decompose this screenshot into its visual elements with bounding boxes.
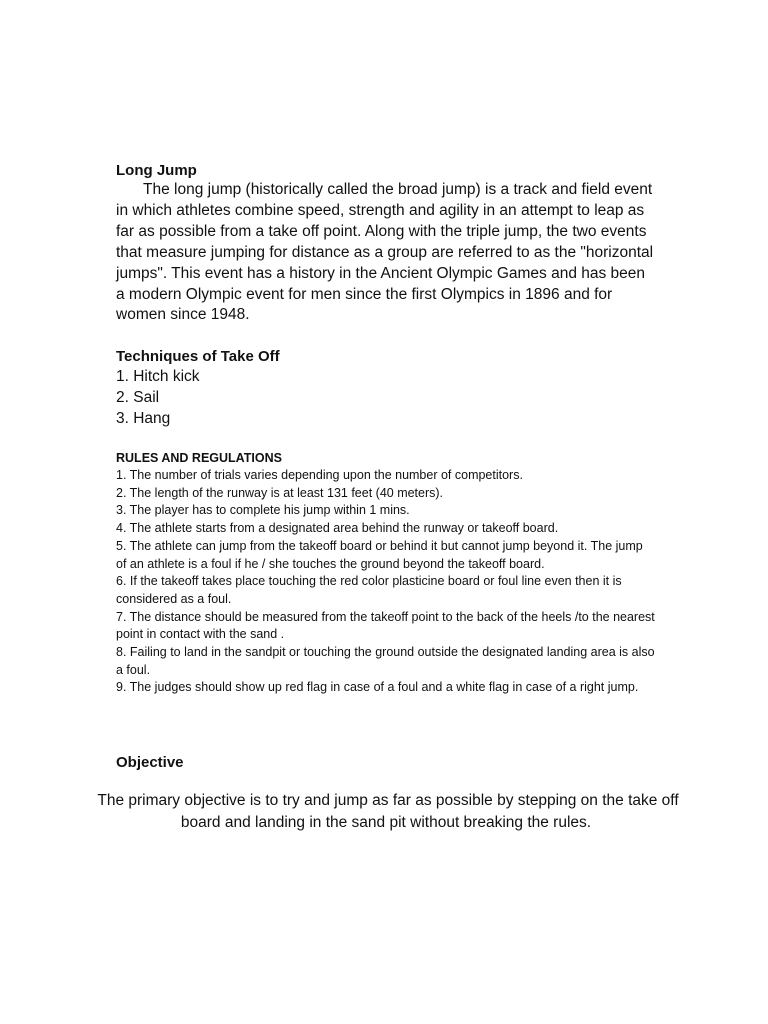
document-title: Long Jump: [116, 162, 197, 179]
rules-heading: RULES AND REGULATIONS: [116, 451, 282, 465]
rule-item: 9. The judges should show up red flag in case of a foul and a white flag in case of a right jump.: [116, 680, 639, 695]
objective-text: The primary objective is to try and jump as far as possible by stepping on the take off board and landing in the sand pit without breaking the rules.: [97, 792, 679, 831]
intro-text: The long jump (historically called the broad jump) is a track and field event in which athletes combine speed, strength and agility in an attempt to leap as far as possible from a take off point. Along with the triple jump, the two events that measure jumping for distance as a group are referred to as the "horizontal jumps". This event has a history in the Ancient Olympic Games and has been a modern Olympic event for men since the first Olympics in 1896 and for women since 1948.: [116, 181, 654, 324]
technique-item: 3. Hang: [116, 410, 171, 427]
rule-item: 2. The length of the runway is at least 131 feet (40 meters).: [116, 485, 444, 500]
technique-item: 2. Sail: [116, 389, 160, 406]
rule-item: 7. The distance should be measured from the takeoff point to the back of the heels /to the nearest point in contact with the sand .: [116, 609, 655, 642]
rule-item: 6. If the takeoff takes place touching the red color plasticine board or foul line even then it is considered as a foul.: [116, 574, 622, 606]
rule-item: 1. The number of trials varies depending upon the number of competitors.: [116, 468, 523, 482]
intro-paragraph: [116, 180, 656, 326]
rule-item: 3. The player has to complete his jump within 1 mins.: [116, 503, 410, 518]
rules-list: [116, 467, 656, 697]
rule-item: 8. Failing to land in the sandpit or touching the ground outside the designated landing area is also a foul.: [116, 645, 655, 677]
objective-heading: Objective: [116, 754, 184, 771]
techniques-list: [116, 366, 200, 429]
technique-item: 1. Hitch kick: [116, 368, 200, 385]
objective-paragraph: [80, 790, 692, 833]
rule-item: 4. The athlete starts from a designated area behind the runway or takeoff board.: [116, 521, 559, 536]
rule-item: 5. The athlete can jump from the takeoff board or behind it but cannot jump beyond it. The jump of an athlete is a foul if he / she touches the ground beyond the takeoff board.: [116, 538, 643, 571]
techniques-heading: Techniques of Take Off: [116, 348, 280, 365]
